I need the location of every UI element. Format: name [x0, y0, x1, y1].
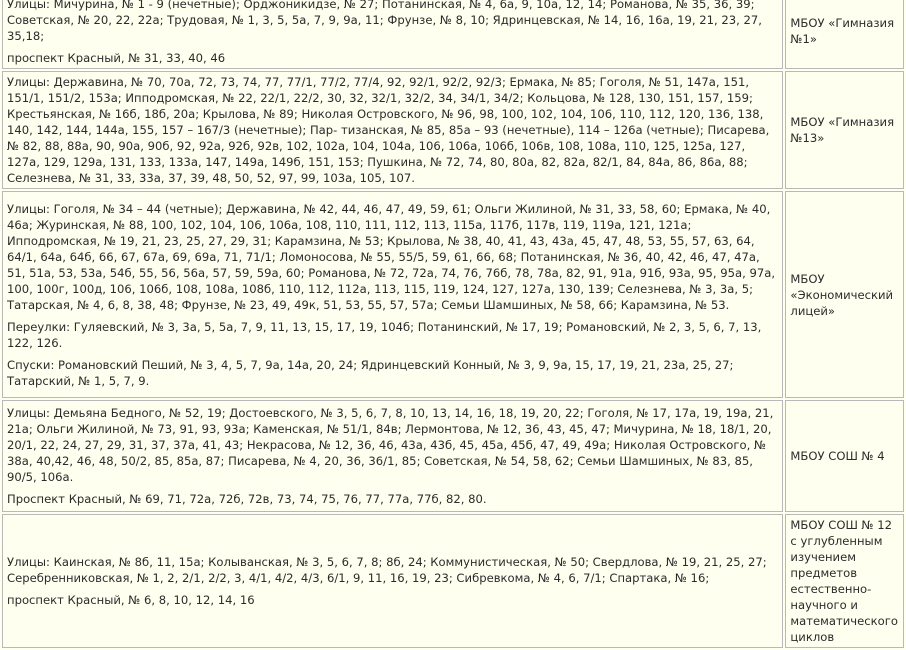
streets-text: Спуски: Романовский Пеший, № 3, 4, 5, 7, 9а, 14а, 20, 24; Ядринцевский Конный, № 3, 9, 9а, 15, 17, 19, 21, 23а, 25, 27; Татарский, № 1, 5, 7, 9.	[7, 357, 734, 388]
table-row	[2, 191, 904, 398]
school-cell: МБОУ «Гимназия №13»	[785, 71, 904, 189]
school-cell: МБОУ «Экономический лицей»	[785, 191, 904, 398]
school-cell: МБОУ СОШ № 12 с углубленным изучением предметов естественно-научного и математического циклов	[785, 514, 904, 648]
streets-text: Переулки: Гуляевский, № 3, 3а, 5, 5а, 7, 9, 11, 13, 15, 17, 19, 104б; Потанинский, № 17, 19; Романовский, № 2, 3, 5, 6, 7, 13, 122, 126.	[7, 319, 762, 350]
streets-text: Улицы: Державина, № 70, 70а, 72, 73, 74, 77, 77/1, 77/2, 77/4, 92, 92/1, 92/2, 92/3; Ермака, № 85; Гоголя, № 51, 147а, 151, 151/1, 151/2, 153а; Ипподромская, № 22, 22/1, 22/2, 30, 32, 32/1, 32/2, 34, 34/1, 34/2; Кольцова, № 128, 130, 151, 157, 159; Крестьянская, № 16б, 18б, 20а; Крылова, № 89; Николая Островского, № 96, 98, 100, 102, 104, 106, 110, 112, 120, 136, 138, 140, 142, 144, 144а, 155, 157 – 167/3 (нечетные); Пар- тизанская, № 85, 85а – 93 (нечетные), 114 – 126а (четные); Писарева, № 82, 88, 88а, 90, 90а, 90б, 92, 92а, 92б, 92в, 102, 102а, 104, 104а, 106, 106а, 106б, 106в, 108, 108а, 110, 125, 125а, 127, 127а, 129, 129а, 131, 133, 133а, 147, 149а, 149б, 151, 153; Пушкина, № 72, 74, 80, 80а, 82, 82а, 82/1, 84, 84а, 86, 86а, 88; Селезнева, № 31, 33, 33а, 37, 39, 48, 50, 52, 97, 99, 103а, 105, 107.	[7, 75, 770, 185]
table-row	[2, 0, 904, 69]
table-row	[2, 71, 904, 189]
streets-cell	[2, 514, 783, 648]
table-row	[2, 514, 904, 648]
table-row	[2, 400, 904, 512]
school-cell: МБОУ «Гимназия №1»	[785, 0, 904, 69]
streets-cell	[2, 400, 783, 512]
school-cell: МБОУ СОШ № 4	[785, 400, 904, 512]
streets-cell	[2, 0, 783, 69]
streets-text: Улицы: Демьяна Бедного, № 52, 19; Достоевского, № 3, 5, 6, 7, 8, 10, 13, 14, 16, 18, 19, 20, 22; Гоголя, № 17, 17а, 19, 19а, 21, 21а; Ольги Жилиной, № 73, 91, 93, 93а; Каменская, № 51/1, 84в; Лермонтова, № 12, 36, 43, 45, 47; Мичурина, № 18, 18/1, 20, 20/1, 22, 24, 27, 29, 31, 37, 37а, 41, 43; Некрасова, № 12, 36, 46, 43а, 43б, 45, 45а, 45б, 47, 49, 49а; Николая Островского, № 38а, 40,42, 46, 48, 50/2, 85, 85а, 87; Писарева, № 4, 20, 36, 36/1, 85; Советская, № 54, 58, 62; Семьи Шамшиных, № 83, 85, 90/5, 106а.	[7, 406, 774, 484]
streets-cell	[2, 71, 783, 189]
streets-text: Улицы: Каинская, № 8б, 11, 15а; Колыванская, № 3, 5, 6, 7, 8; 8б, 24; Коммунистическая, № 50; Свердлова, № 19, 21, 25, 27; Серебренниковская, № 1, 2, 2/1, 2/2, 3, 4/1, 4/2, 4/3, 6/1, 9, 11, 16, 19, 23; Сибревкома, № 4, 6, 7/1; Спартака, № 16;	[7, 555, 767, 585]
streets-cell	[2, 191, 783, 398]
streets-text: Улицы: Мичурина, № 1 - 9 (нечетные); Орджоникидзе, № 27; Потанинская, № 4, 6а, 9, 10а, 12, 14; Романова, № 35, 36, 39; Советская, № 20, 22, 22а; Трудовая, № 1, 3, 5, 5а, 7, 9, 9а, 11; Фрунзе, № 8, 10; Ядринцевская, № 14, 16, 16а, 19, 21, 23, 27, 35,18;	[7, 0, 762, 43]
streets-text: проспект Красный, № 6, 8, 10, 12, 14, 16	[7, 593, 255, 607]
streets-text: Проспект Красный, № 69, 71, 72а, 72б, 72в, 73, 74, 75, 76, 77, 77а, 77б, 82, 80.	[7, 492, 487, 506]
streets-text: проспект Красный, № 31, 33, 40, 46	[7, 51, 226, 65]
streets-text: Улицы: Гоголя, № 34 – 44 (четные); Державина, № 42, 44, 46, 47, 49, 59, 61; Ольги Жилиной, № 31, 33, 58, 60; Ермака, № 40, 46а; Журинская, № 88, 100, 102, 104, 106, 106а, 108, 110, 111, 112, 113, 115а, 117б, 117в, 119, 119а, 121, 121а; Ипподромская, № 19, 21, 23, 25, 27, 29, 31; Карамзина, № 53; Крылова, № 38, 40, 41, 43, 43а, 45, 47, 48, 53, 55, 57, 63, 64, 64/1, 64а, 64б, 66, 67, 67а, 69, 69а, 71, 71/1; Ломоносова, № 55, 55/5, 59, 61, 66, 68; Потанинская, № 36, 40, 42, 46, 47, 47а, 51, 51а, 53, 53а, 54б, 55, 56, 56а, 57, 59, 59а, 60; Романова, № 72, 72а, 74, 76, 76б, 78, 78а, 82, 91, 91а, 91б, 93а, 95, 95а, 97а, 100, 100г, 100д, 106, 106б, 108, 108а, 108б, 110, 112, 112а, 113, 115, 119, 124, 127, 127а, 130, 139; Селезнева, № 3, 3а, 5; Татарская, № 4, 6, 8, 38, 48; Фрунзе, № 23, 49, 49к, 51, 53, 55, 57, 57а; Семьи Шамшиных, № 58, 66; Карамзина, № 53.	[7, 201, 776, 312]
